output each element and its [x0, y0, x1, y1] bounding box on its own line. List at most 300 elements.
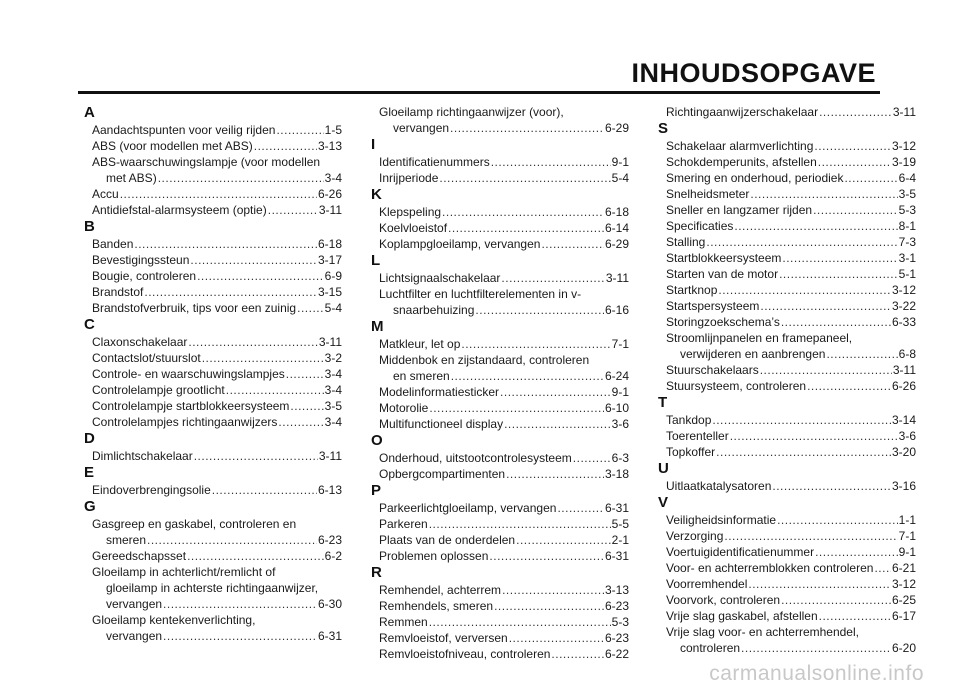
index-entry-line — [92, 122, 342, 138]
index-entry-page: 3-6 — [611, 417, 629, 431]
index-entry-text: gloeilamp in achterste richtingaanwijzer, — [106, 581, 319, 595]
index-entry-page: 6-33 — [891, 315, 916, 329]
dot-leader — [442, 204, 604, 220]
index-entry-page: 8-1 — [898, 219, 916, 233]
index-entry-text: Startblokkeersysteem — [666, 251, 782, 265]
index-entry-line — [379, 646, 629, 662]
index-entry-line — [92, 284, 342, 300]
dot-leader — [290, 398, 323, 414]
index-entry-continuation — [379, 368, 629, 384]
dot-leader — [494, 598, 604, 614]
index-entry-line — [92, 268, 342, 284]
index-column-2 — [371, 104, 629, 662]
index-entry-text: Voor- en achterremblokken controleren — [666, 561, 874, 575]
index-entry — [371, 416, 629, 432]
index-entry-text: Gasgreep en gaskabel, controleren en — [92, 517, 297, 531]
index-entry-line — [92, 186, 342, 202]
index-entry — [84, 138, 342, 154]
index-entry-line — [92, 564, 342, 580]
index-entry-text: snaarbehuizing — [393, 303, 475, 317]
index-entry — [658, 330, 916, 362]
index-entry-text: Startspersysteem — [666, 299, 760, 313]
index-entry-line — [666, 250, 916, 266]
index-entry — [658, 544, 916, 560]
index-entry-page: 3-15 — [317, 285, 342, 299]
dot-leader — [188, 334, 317, 350]
index-entry-page: 6-18 — [317, 237, 342, 251]
index-entry-text: Motorolie — [379, 401, 429, 415]
index-entry-page: 5-4 — [324, 301, 342, 315]
index-entry — [658, 298, 916, 314]
index-entry-text: Plaats van de onderdelen — [379, 533, 516, 547]
index-entry-page: 3-11 — [605, 271, 629, 285]
dot-leader — [500, 384, 611, 400]
index-entry-text: Voorvork, controleren — [666, 593, 781, 607]
index-entry-page: 6-23 — [317, 533, 342, 547]
index-letter-heading: S — [658, 120, 669, 137]
index-entry-page: 5-4 — [611, 171, 629, 185]
index-entry — [84, 284, 342, 300]
index-entry-line — [379, 104, 629, 120]
index-entry — [658, 624, 916, 656]
index-entry-page: 6-9 — [324, 269, 342, 283]
index-entry-text: Schakelaar alarmverlichting — [666, 139, 814, 153]
title-rule — [78, 91, 880, 94]
index-entry-line — [666, 592, 916, 608]
dot-leader — [451, 368, 604, 384]
index-entry-line — [666, 608, 916, 624]
index-entry — [84, 516, 342, 548]
index-entry — [84, 414, 342, 430]
index-entry-continuation — [666, 640, 916, 656]
index-entry-text: vervangen — [106, 629, 163, 643]
dot-leader — [716, 444, 891, 460]
index-entry-line — [92, 252, 342, 268]
index-entry-text: Verzorging — [666, 529, 724, 543]
index-entry-page: 3-1 — [898, 251, 916, 265]
index-entry-line — [92, 382, 342, 398]
index-entry — [658, 170, 916, 186]
index-entry — [658, 592, 916, 608]
index-entry-line — [666, 202, 916, 218]
index-entry-text: Lichtsignaalschakelaar — [379, 271, 501, 285]
index-entry — [658, 154, 916, 170]
index-entry-page: 6-8 — [898, 347, 916, 361]
index-entry-line — [379, 598, 629, 614]
index-entry — [371, 646, 629, 662]
index-entry-text: Luchtfilter en luchtfilterelementen in v- — [379, 287, 582, 301]
index-entry — [84, 334, 342, 350]
index-entry-text: Gloeilamp in achterlicht/remlicht of — [92, 565, 276, 579]
dot-leader — [190, 252, 317, 268]
dot-leader — [197, 268, 324, 284]
dot-leader — [278, 414, 323, 430]
dot-leader — [516, 532, 611, 548]
dot-leader — [760, 298, 891, 314]
dot-leader — [268, 202, 318, 218]
index-entry-continuation — [379, 120, 629, 136]
index-entry — [371, 154, 629, 170]
index-entry-page: 6-31 — [317, 629, 342, 643]
index-entry-line — [666, 412, 916, 428]
dot-leader — [718, 282, 891, 298]
dot-leader — [741, 640, 891, 656]
index-entry-page: 6-31 — [604, 501, 629, 515]
index-entry-line — [666, 330, 916, 346]
index-entry-page: 6-2 — [324, 549, 342, 563]
index-entry-line — [666, 234, 916, 250]
index-entry — [84, 612, 342, 644]
index-entry-text: Vrije slag gaskabel, afstellen — [666, 609, 818, 623]
dot-leader — [194, 448, 318, 464]
dot-leader — [814, 138, 891, 154]
index-entry-page: 3-16 — [891, 479, 916, 493]
index-entry — [658, 104, 916, 120]
index-entry-line — [379, 154, 629, 170]
index-entry-page: 6-10 — [604, 401, 629, 415]
dot-leader — [491, 154, 611, 170]
index-entry — [371, 384, 629, 400]
index-column-3 — [658, 104, 916, 662]
index-entry-line — [666, 266, 916, 282]
index-entry-text: smeren — [106, 533, 147, 547]
index-entry — [84, 382, 342, 398]
index-entry-page: 3-11 — [318, 203, 342, 217]
index-entry-text: Controlelampje startblokkeersysteem — [92, 399, 290, 413]
index-entry-line — [379, 466, 629, 482]
dot-leader — [772, 478, 891, 494]
index-entry-line — [379, 450, 629, 466]
index-entry-line — [379, 220, 629, 236]
index-letter-heading: T — [658, 394, 668, 411]
index-letter-heading: B — [84, 218, 95, 235]
index-entry — [84, 268, 342, 284]
dot-leader — [815, 544, 898, 560]
index-letter-heading: P — [371, 482, 382, 499]
index-entry — [371, 400, 629, 416]
index-entry-text: en smeren — [393, 369, 450, 383]
index-entry-line — [92, 300, 342, 316]
index-entry-text: Brandstofverbruik, tips voor een zuinig — [92, 301, 297, 315]
dot-leader — [501, 270, 604, 286]
index-letter-heading: C — [84, 316, 95, 333]
index-entry-text: Brandstof — [92, 285, 144, 299]
index-letter-heading: A — [84, 104, 95, 121]
index-entry-line — [92, 612, 342, 628]
index-entry-page: 6-30 — [317, 597, 342, 611]
index-entry-text: Bevestigingssteun — [92, 253, 190, 267]
index-entry-page: 6-4 — [898, 171, 916, 185]
index-entry — [658, 512, 916, 528]
dot-leader — [874, 560, 891, 576]
index-entry-text: Onderhoud, uitstootcontrolesysteem — [379, 451, 572, 465]
index-letter-heading: L — [371, 252, 381, 269]
index-entry-page: 3-12 — [891, 139, 916, 153]
index-letter-heading: I — [371, 136, 376, 153]
index-entry — [84, 564, 342, 612]
index-entry-text: met ABS) — [106, 171, 157, 185]
dot-leader — [147, 532, 317, 548]
index-entry-page: 7-1 — [611, 337, 629, 351]
index-entry-page: 6-26 — [891, 379, 916, 393]
index-entry — [371, 286, 629, 318]
index-entry-line — [666, 428, 916, 444]
dot-leader — [781, 592, 891, 608]
index-entry — [371, 516, 629, 532]
index-entry-line — [379, 416, 629, 432]
index-entry-text: Remmen — [379, 615, 428, 629]
index-entry-text: Opbergcompartimenten — [379, 467, 506, 481]
dot-leader — [750, 186, 897, 202]
index-entry-page: 9-1 — [898, 545, 916, 559]
index-entry-text: Multifunctioneel display — [379, 417, 504, 431]
index-entry-line — [379, 286, 629, 302]
index-letter-heading: K — [371, 186, 382, 203]
index-entry — [371, 336, 629, 352]
dot-leader — [187, 548, 324, 564]
index-entry-text: Remvloeistof, verversen — [379, 631, 508, 645]
dot-leader — [163, 596, 317, 612]
dot-leader — [844, 170, 897, 186]
index-entry-line — [379, 204, 629, 220]
index-entry-line — [379, 352, 629, 368]
index-entry-line — [379, 630, 629, 646]
index-entry-continuation — [666, 346, 916, 362]
index-entry — [658, 412, 916, 428]
index-entry-text: Smering en onderhoud, periodiek — [666, 171, 844, 185]
index-entry — [84, 236, 342, 252]
dot-leader — [212, 482, 317, 498]
dot-leader — [134, 236, 317, 252]
index-entry-text: Antidiefstal-alarmsysteem (optie) — [92, 203, 267, 217]
index-entry-text: Problemen oplossen — [379, 549, 489, 563]
watermark-text: carmanualsonline.info — [709, 662, 924, 685]
dot-leader — [504, 416, 611, 432]
index-entry — [658, 576, 916, 592]
index-entry-text: Controlelampje grootlicht — [92, 383, 225, 397]
index-entry-page: 3-20 — [891, 445, 916, 459]
index-entry — [658, 378, 916, 394]
index-entry-line — [379, 336, 629, 352]
index-entry-line — [92, 202, 342, 218]
index-entry-page: 3-19 — [891, 155, 916, 169]
page-title: INHOUDSOPGAVE — [631, 58, 876, 88]
index-entry-text: Startknop — [666, 283, 718, 297]
index-entry-line — [379, 614, 629, 630]
index-entry-text: Stuursysteem, controleren — [666, 379, 807, 393]
dot-leader — [144, 284, 317, 300]
index-entry — [658, 282, 916, 298]
index-entry-text: Richtingaanwijzerschakelaar — [666, 105, 819, 119]
index-entry-line — [666, 154, 916, 170]
index-entry-line — [379, 384, 629, 400]
index-entry-line — [92, 414, 342, 430]
dot-leader — [158, 170, 324, 186]
dot-leader — [807, 378, 891, 394]
index-entry-page: 5-3 — [898, 203, 916, 217]
index-entry-line — [379, 400, 629, 416]
index-entry-text: Aandachtspunten voor veilig rijden — [92, 123, 276, 137]
index-entry — [84, 482, 342, 498]
index-entry-text: Gloeilamp kentekenverlichting, — [92, 613, 256, 627]
index-entry-page: 7-1 — [898, 529, 916, 543]
index-entry-page: 3-11 — [318, 449, 342, 463]
index-entry — [84, 186, 342, 202]
index-entry-page: 6-29 — [604, 121, 629, 135]
index-entry-text: Identificatienummers — [379, 155, 490, 169]
dot-leader — [748, 576, 891, 592]
index-entry-text: Stalling — [666, 235, 706, 249]
index-letter-heading: R — [371, 564, 382, 581]
index-entry — [658, 218, 916, 234]
index-entry — [658, 186, 916, 202]
index-entry-page: 3-13 — [317, 139, 342, 153]
index-entry-page: 6-21 — [891, 561, 916, 575]
index-entry-page: 6-31 — [604, 549, 629, 563]
index-entry-page: 6-13 — [317, 483, 342, 497]
index-entry-page: 3-14 — [891, 413, 916, 427]
dot-leader — [448, 220, 604, 236]
index-entry-page: 6-22 — [604, 647, 629, 661]
index-entry-page: 9-1 — [611, 385, 629, 399]
index-entry — [371, 466, 629, 482]
dot-leader — [489, 548, 604, 564]
index-letter-heading: E — [84, 464, 95, 481]
index-entry — [371, 220, 629, 236]
dot-leader — [706, 234, 897, 250]
dot-leader — [818, 154, 891, 170]
index-entry — [84, 154, 342, 186]
index-entry-page: 9-1 — [611, 155, 629, 169]
index-entry-text: Veiligheidsinformatie — [666, 513, 777, 527]
index-entry-line — [92, 482, 342, 498]
index-entry-line — [379, 236, 629, 252]
index-entry-page: 6-23 — [604, 631, 629, 645]
dot-leader — [813, 202, 898, 218]
index-entry-page: 1-1 — [898, 513, 916, 527]
index-entry — [371, 104, 629, 136]
dot-leader — [734, 218, 897, 234]
index-entry — [658, 314, 916, 330]
index-entry-text: Bougie, controleren — [92, 269, 197, 283]
index-entry-page: 6-16 — [604, 303, 629, 317]
index-entry — [371, 630, 629, 646]
index-entry-text: Middenbok en zijstandaard, controleren — [379, 353, 590, 367]
dot-leader — [777, 512, 898, 528]
dot-leader — [502, 582, 604, 598]
index-entry-page: 6-17 — [891, 609, 916, 623]
index-entry-page: 6-23 — [604, 599, 629, 613]
index-letter-heading: D — [84, 430, 95, 447]
dot-leader — [163, 628, 317, 644]
index-entry-text: ABS-waarschuwingslampje (voor modellen — [92, 155, 321, 169]
index-entry-text: Voertuigidentificatienummer — [666, 545, 815, 559]
index-entry-text: verwijderen en aanbrengen — [680, 347, 826, 361]
dot-leader — [509, 630, 604, 646]
index-entry-page: 6-29 — [604, 237, 629, 251]
index-entry — [658, 202, 916, 218]
index-entry-line — [92, 548, 342, 564]
index-entry-continuation — [379, 302, 629, 318]
dot-leader — [297, 300, 324, 316]
index-entry-page: 2-1 — [611, 533, 629, 547]
index-entry-page: 6-18 — [604, 205, 629, 219]
index-letter-heading: V — [658, 494, 669, 511]
index-entry-line — [92, 516, 342, 532]
index-entry-text: Remhendel, achterrem — [379, 583, 502, 597]
dot-leader — [724, 528, 897, 544]
index-entry-text: Modelinformatiesticker — [379, 385, 500, 399]
index-entry-line — [666, 186, 916, 202]
index-entry-text: Vrije slag voor- en achterremhendel, — [666, 625, 859, 639]
index-entry-text: Klepspeling — [379, 205, 442, 219]
index-entry-page: 3-4 — [324, 415, 342, 429]
index-entry-line — [666, 314, 916, 330]
index-entry-line — [92, 366, 342, 382]
index-entry-text: Uitlaatkatalysatoren — [666, 479, 772, 493]
index-entry-line — [379, 270, 629, 286]
index-entry-text: Gloeilamp richtingaanwijzer (voor), — [379, 105, 564, 119]
dot-leader — [254, 138, 317, 154]
index-entry-text: Controlelampjes richtingaanwijzers — [92, 415, 278, 429]
dot-leader — [826, 346, 897, 362]
index-entry-page: 5-5 — [611, 517, 629, 531]
index-entry-line — [379, 500, 629, 516]
dot-leader — [730, 428, 898, 444]
index-entry-line — [666, 138, 916, 154]
index-entry-line — [92, 448, 342, 464]
index-entry — [84, 252, 342, 268]
index-column-1 — [84, 104, 342, 662]
index-entry-page: 3-6 — [898, 429, 916, 443]
index-entry-page: 3-17 — [317, 253, 342, 267]
index-entry-text: vervangen — [393, 121, 450, 135]
index-entry-page: 5-1 — [898, 267, 916, 281]
index-entry — [371, 170, 629, 186]
index-entry-line — [666, 560, 916, 576]
index-entry — [371, 598, 629, 614]
index-entry-line — [379, 532, 629, 548]
index-entry — [371, 236, 629, 252]
dot-leader — [551, 646, 604, 662]
index-entry-line — [666, 282, 916, 298]
index-entry — [371, 270, 629, 286]
index-letter-heading: O — [371, 432, 383, 449]
index-entry-text: Snelheidsmeter — [666, 187, 750, 201]
index-entry-line — [666, 512, 916, 528]
index-entry-page: 3-11 — [892, 105, 916, 119]
index-columns — [84, 104, 916, 662]
index-entry — [658, 266, 916, 282]
dot-leader — [439, 170, 610, 186]
dot-leader — [541, 236, 604, 252]
index-entry-page: 6-24 — [604, 369, 629, 383]
index-entry-text: Claxonschakelaar — [92, 335, 188, 349]
index-entry — [658, 608, 916, 624]
index-entry-page: 6-26 — [317, 187, 342, 201]
index-entry-text: Starten van de motor — [666, 267, 779, 281]
index-entry-text: vervangen — [106, 597, 163, 611]
dot-leader — [781, 314, 891, 330]
index-entry — [371, 548, 629, 564]
index-entry — [371, 582, 629, 598]
index-entry-text: Koelvloeistof — [379, 221, 448, 235]
index-entry-page: 3-4 — [324, 367, 342, 381]
index-entry-page: 6-20 — [891, 641, 916, 655]
index-entry-page: 3-4 — [324, 171, 342, 185]
index-entry-line — [666, 298, 916, 314]
dot-leader — [120, 186, 317, 202]
